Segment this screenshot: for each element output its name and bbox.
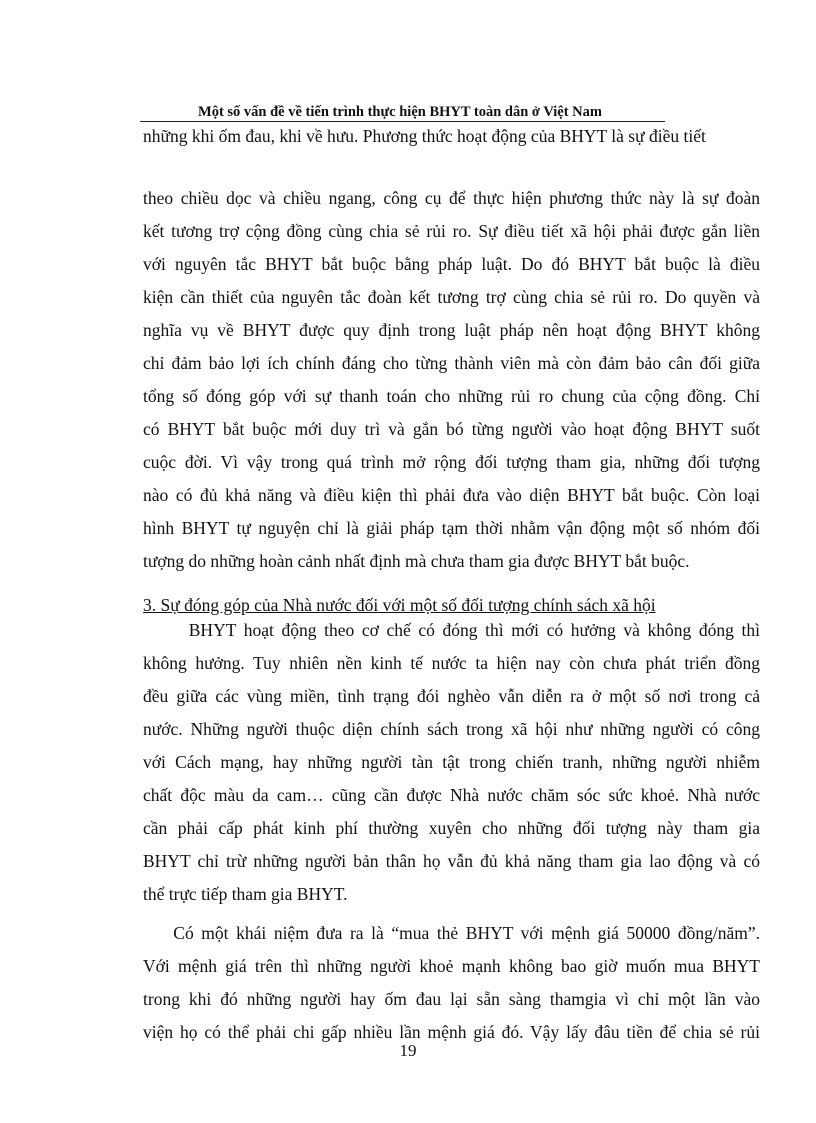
- text-line: nào có đủ khả năng và điều kiện thì phải đưa vào diện BHYT bắt buộc. Còn loại: [143, 485, 760, 505]
- text-line: đều giữa các vùng miền, tình trạng đói nghèo vẫn diễn ra ở một số nơi trong cả: [143, 686, 760, 706]
- text-line: những khi ốm đau, khi về hưu. Phương thức hoạt động của BHYT là sự điều tiết: [143, 126, 706, 146]
- text-line: kết tương trợ cộng đồng cùng chia sẻ rủi ro. Sự điều tiết xã hội phải được gắn liền: [143, 221, 760, 241]
- header-rule: [140, 121, 665, 122]
- text-line: cần phải cấp phát kinh phí thường xuyên cho những đối tượng này tham gia: [143, 818, 760, 838]
- text-line: BHYT hoạt động theo cơ chế có đóng thì mới có hưởng và không đóng thì: [143, 620, 760, 640]
- text-line: kiện cần thiết của nguyên tắc đoàn kết tương trợ cùng chia sẻ rủi ro. Do quyền và: [143, 287, 760, 307]
- text-line: Với mệnh giá trên thì những người khoẻ mạnh không bao giờ muốn mua BHYT: [143, 956, 760, 976]
- section-heading: 3. Sự đóng góp của Nhà nước đối với một số đối tượng chính sách xã hội: [143, 595, 656, 615]
- text-line: với Cách mạng, hay những người tàn tật trong chiến tranh, những người nhiễm: [143, 752, 760, 772]
- text-line: trong khi đó những người hay ốm đau lại sẵn sàng thamgia vì chỉ một lần vào: [143, 989, 760, 1009]
- text-line: cuộc đời. Vì vậy trong quá trình mở rộng đối tượng tham gia, những đối tượng: [143, 452, 760, 472]
- text-line: chỉ đảm bảo lợi ích chính đáng cho từng thành viên mà còn đảm bảo cân đối giữa: [143, 353, 760, 373]
- text-line: Có một khái niệm đưa ra là “mua thẻ BHYT với mệnh giá 50000 đồng/năm”.: [143, 923, 760, 943]
- text-line: tượng do những hoàn cảnh nhất định mà chưa tham gia được BHYT bắt buộc.: [143, 551, 690, 571]
- text-line: nghĩa vụ về BHYT được quy định trong luật pháp nên hoạt động BHYT không: [143, 320, 760, 340]
- text-line: thể trực tiếp tham gia BHYT.: [143, 884, 348, 904]
- text-line: nước. Những người thuộc diện chính sách trong xã hội như những người có công: [143, 719, 760, 739]
- text-line: viện họ có thể phải chi gấp nhiều lần mệnh giá đó. Vậy lấy đâu tiền để chia sẻ rủi: [143, 1022, 760, 1042]
- text-line: BHYT chỉ trừ những người bản thân họ vẫn đủ khả năng tham gia lao động và có: [143, 851, 760, 871]
- text-line: có BHYT bắt buộc mới duy trì và gắn bó từng người vào hoạt động BHYT suốt: [143, 419, 760, 439]
- text-line: theo chiều dọc và chiều ngang, công cụ để thực hiện phương thức này là sự đoàn: [143, 188, 760, 208]
- text-line: hình BHYT tự nguyện chỉ là giải pháp tạm thời nhằm vận động một số nhóm đối: [143, 518, 760, 538]
- text-line: tổng số đóng góp với sự thanh toán cho những rủi ro chung của cộng đồng. Chỉ: [143, 386, 760, 406]
- text-line: với nguyên tắc BHYT bắt buộc bằng pháp luật. Do đó BHYT bắt buộc là điều: [143, 254, 760, 274]
- page-number: 19: [399, 1041, 417, 1060]
- text-line: chất độc màu da cam… cũng cần được Nhà nước chăm sóc sức khoẻ. Nhà nước: [143, 785, 760, 805]
- running-header: Một số vấn đề về tiến trình thực hiện BHYT toàn dân ở Việt Nam: [198, 104, 602, 120]
- text-line: không hưởng. Tuy nhiên nền kinh tế nước ta hiện nay còn chưa phát triển đồng: [143, 653, 760, 673]
